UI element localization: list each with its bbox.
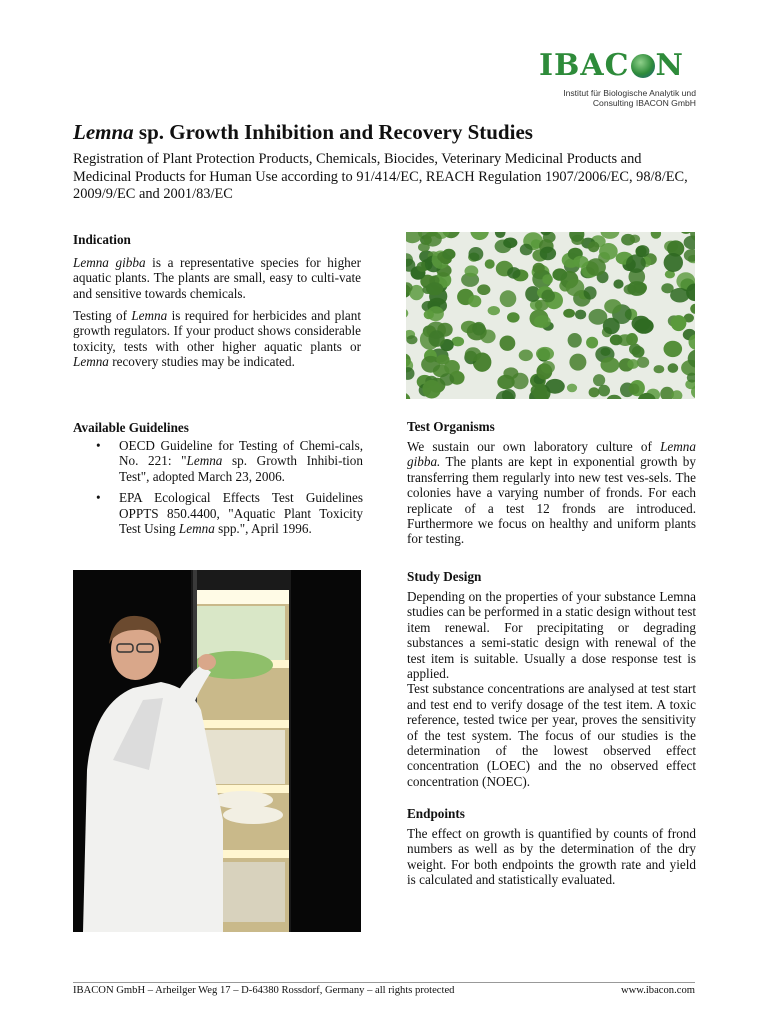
frond-shape xyxy=(500,336,516,351)
frond-shape xyxy=(573,256,588,268)
frond-shape xyxy=(599,243,618,260)
lemna-fronds-photo xyxy=(406,232,695,399)
ibacon-logo xyxy=(535,48,700,110)
indication-paragraph-2: Testing of Lemna is required for herbicides and plant growth regulators. If your product shows considerable toxicity, tests with other higher aquatic plants or Lemna recovery studies may be indicated. xyxy=(73,308,361,370)
frond-shape xyxy=(567,384,577,393)
list-item: • EPA Ecological Effects Test Guidelines OPPTS 850.4400, "Aquatic Plant Toxicity Test Using Lemna spp.", April 1996. xyxy=(96,490,363,537)
frond-shape xyxy=(541,290,555,303)
bullet-icon: • xyxy=(96,490,101,506)
frond-shape xyxy=(671,315,687,331)
page-subtitle: Registration of Plant Protection Products, Chemicals, Biocides, Veterinary Medicinal Products and Medicinal Products for Human Use according to 91/414/EC, REACH Regulation 1907/2006/EC, 98/8/EC, 2009/9/EC and 2001/83/EC xyxy=(73,151,688,202)
globe-icon xyxy=(631,54,655,78)
frond-shape xyxy=(604,299,621,314)
guidelines-list xyxy=(73,438,363,542)
frond-shape xyxy=(589,387,600,397)
indication-paragraph-1: Lemna gibba is a representative species for higher aquatic plants. The plants are small, easy to culti-vate and sensitive towards chemicals. xyxy=(73,255,361,301)
frond-shape xyxy=(418,243,430,252)
frond-shape xyxy=(668,363,679,373)
bullet-icon: • xyxy=(96,438,101,453)
frond-shape xyxy=(440,373,454,385)
study-design-paragraph-2: Test substance concentrations are analysed at test start and test end to verify dosage of the test item. A toxic reference, tested twice per year, proves the sensitivity of the test system. The focus of our studies is the determination of the lowest observed effect concentration (LOEC) and the no observed effect concentration (NOEC). xyxy=(407,681,696,789)
frond-shape xyxy=(588,241,599,252)
frond-shape xyxy=(507,312,520,322)
frond-shape xyxy=(465,265,479,276)
frond-shape xyxy=(586,258,606,276)
frond-shape xyxy=(503,238,517,249)
study-design-heading: Study Design xyxy=(407,569,482,584)
frond-shape xyxy=(654,365,665,373)
frond-shape xyxy=(637,357,649,368)
frond-shape xyxy=(519,350,533,362)
frond-shape xyxy=(520,244,533,256)
frond-shape xyxy=(429,330,445,347)
frond-shape xyxy=(626,333,638,345)
test-organisms-paragraph: We sustain our own laboratory culture of Lemna gibba. The plants are kept in exponential growth by transferring them regularly into new test ves-sels. The colonies have a varying number of fronds. For each replicate of a test 12 fronds are introduced. Furthermore we focus on healthy and uniform plants for testing. xyxy=(407,439,696,547)
frond-shape xyxy=(477,284,490,295)
frond-shape xyxy=(545,379,565,394)
frond-shape xyxy=(613,279,623,288)
frond-shape xyxy=(436,355,449,365)
endpoints-heading: Endpoints xyxy=(407,806,465,821)
frond-shape xyxy=(552,268,567,280)
frond-shape xyxy=(627,281,646,296)
frond-shape xyxy=(610,335,623,346)
logo-subtitle-line1: Institut für Biologische Analytik und xyxy=(563,88,696,98)
lemna-fronds-image xyxy=(406,232,695,399)
frond-shape xyxy=(566,279,585,296)
frond-shape xyxy=(507,267,520,279)
page-title: Lemna sp. Growth Inhibition and Recovery Studies xyxy=(73,120,533,144)
logo-subtitle-line2: Consulting IBACON GmbH xyxy=(592,98,696,108)
frond-shape xyxy=(627,359,638,369)
frond-shape xyxy=(422,380,441,399)
logo-subtitle xyxy=(563,88,696,108)
frond-shape xyxy=(589,309,608,325)
frond-shape xyxy=(563,309,575,318)
frond-shape xyxy=(598,385,610,397)
frond-shape xyxy=(664,341,683,357)
logo-wordmark: IBAC N xyxy=(539,48,684,83)
frond-shape xyxy=(488,306,500,315)
study-design-paragraph-1: Depending on the properties of your substance Lemna studies can be performed in a static design without test item renewal. For precipitating or degrading substances a semi-static design with renewal of the test item is suitable. Usually a dose response test is applied. xyxy=(407,589,696,682)
footer-website-link[interactable]: www.ibacon.com xyxy=(620,985,695,996)
frond-shape xyxy=(485,259,495,269)
frond-shape xyxy=(442,249,455,260)
frond-shape xyxy=(569,354,586,371)
test-organisms-heading: Test Organisms xyxy=(407,419,495,434)
lab-scientist-image xyxy=(73,570,361,932)
frond-shape xyxy=(630,235,640,243)
frond-shape xyxy=(534,315,551,328)
study-design-paragraphs xyxy=(407,589,696,789)
frond-shape xyxy=(406,335,417,344)
frond-shape xyxy=(541,361,555,374)
frond-shape xyxy=(503,367,518,379)
frond-shape xyxy=(536,347,554,361)
list-item: • OECD Guideline for Testing of Chemi-cals, No. 221: "Lemna sp. Growth Inhibi-tion Test", adopted March 23, 2006. xyxy=(96,438,363,484)
frond-shape xyxy=(568,333,582,348)
lab-photo xyxy=(73,570,361,932)
frond-shape xyxy=(601,357,620,373)
frond-shape xyxy=(500,290,517,307)
frond-shape xyxy=(629,384,640,395)
frond-shape xyxy=(540,247,556,261)
frond-shape xyxy=(531,384,548,397)
frond-shape xyxy=(670,288,689,303)
footer-address: IBACON GmbH – Arheilger Weg 17 – D-64380 Rossdorf, Germany – all rights protected xyxy=(73,985,455,996)
frond-shape xyxy=(626,254,646,273)
frond-shape xyxy=(472,322,485,336)
frond-shape xyxy=(664,253,683,272)
frond-shape xyxy=(468,295,481,307)
frond-shape xyxy=(426,282,443,295)
endpoints-paragraph: The effect on growth is quantified by counts of frond numbers as well as by the determination of the dry weight. For both endpoints the growth rate and yield is calculated and statistically evaluated. xyxy=(407,826,696,888)
frond-shape xyxy=(632,316,651,332)
frond-shape xyxy=(533,263,545,274)
frond-shape xyxy=(465,347,481,361)
frond-shape xyxy=(593,374,605,386)
footer-divider xyxy=(73,982,695,983)
guidelines-heading: Available Guidelines xyxy=(73,420,189,435)
frond-shape xyxy=(575,310,586,320)
frond-shape xyxy=(584,286,597,299)
frond-shape xyxy=(427,306,444,321)
frond-shape xyxy=(586,337,598,349)
frond-shape xyxy=(542,274,553,284)
frond-shape xyxy=(469,247,484,261)
indication-heading: Indication xyxy=(73,232,131,247)
